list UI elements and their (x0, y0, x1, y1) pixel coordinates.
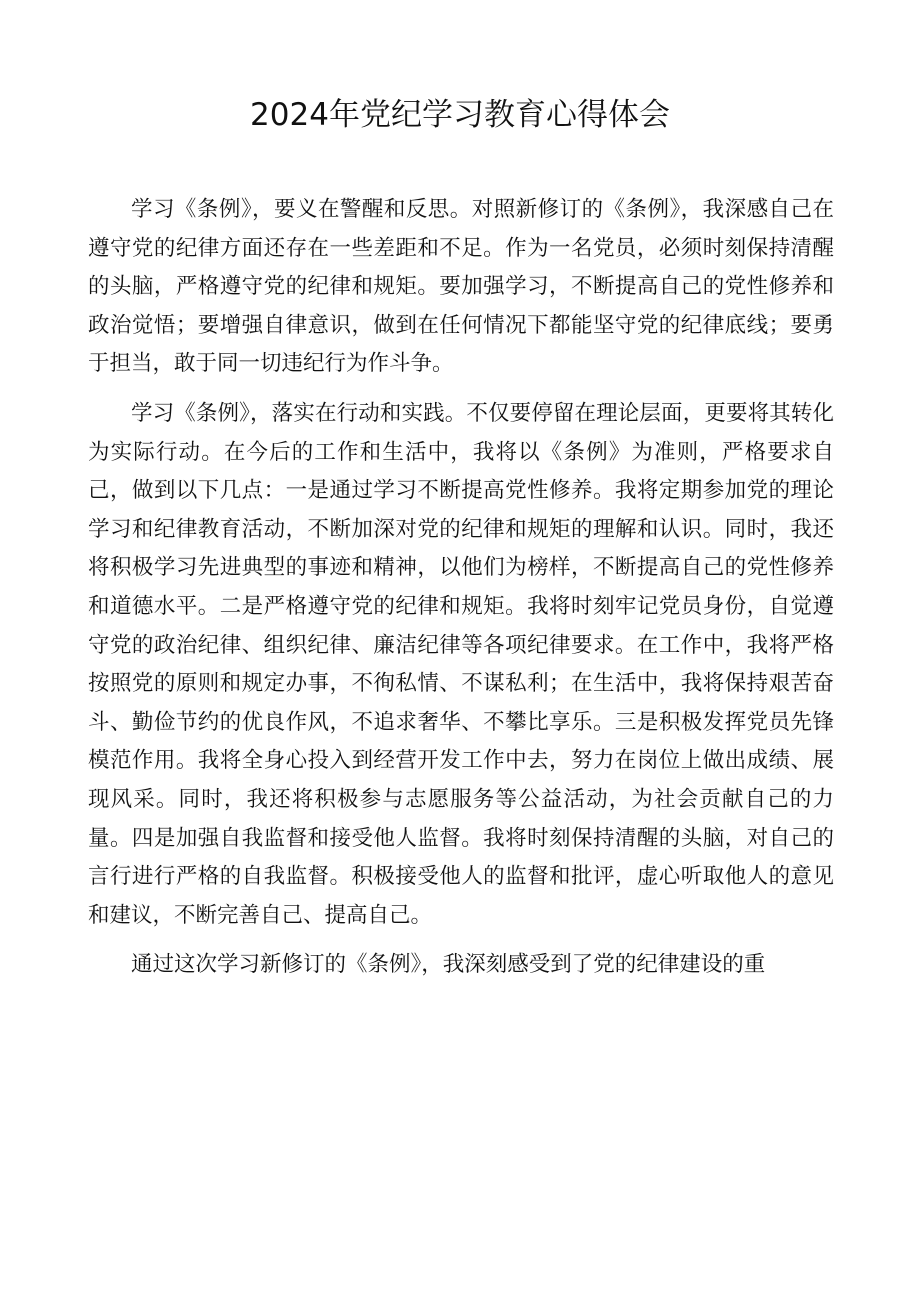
paragraph-2: 学习《条例》，落实在行动和实践。不仅要停留在理论层面，更要将其转化为实际行动。在今后的工作和生活中，我将以《条例》为准则，严格要求自己，做到以下几点：一是通过学习不断提高党性修养。我将定期参加党的理论学习和纪律教育活动，不断加深对党的纪律和规矩的理解和认识。同时，我还将积极学习先进典型的事迹和精神，以他们为榜样，不断提高自己的党性修养和道德水平。二是严格遵守党的纪律和规矩。我将时刻牢记党员身份，自觉遵守党的政治纪律、组织纪律、廉洁纪律等各项纪律要求。在工作中，我将严格按照党的原则和规定办事，不徇私情、不谋私利；在生活中，我将保持艰苦奋斗、勤俭节约的优良作风，不追求奢华、不攀比享乐。三是积极发挥党员先锋模范作用。我将全身心投入到经营开发工作中去，努力在岗位上做出成绩、展现风采。同时，我还将积极参与志愿服务等公益活动，为社会贡献自己的力量。四是加强自我监督和接受他人监督。我将时刻保持清醒的头脑，对自己的言行进行严格的自我监督。积极接受他人的监督和批评，虚心听取他人的意见和建议，不断完善自己、提高自己。 (88, 400, 834, 928)
document-body (88, 191, 834, 996)
document-title: 2024年党纪学习教育心得体会 (250, 97, 670, 133)
paragraph-3: 通过这次学习新修订的《条例》，我深刻感受到了党的纪律建设的重 (131, 952, 766, 978)
paragraph-1: 学习《条例》，要义在警醒和反思。对照新修订的《条例》，我深感自己在遵守党的纪律方面还存在一些差距和不足。作为一名党员，必须时刻保持清醒的头脑，严格遵守党的纪律和规矩。要加强学习，不断提高自己的党性修养和政治觉悟；要增强自律意识，做到在任何情况下都能坚守党的纪律底线；要勇于担当，敢于同一切违纪行为作斗争。 (88, 197, 834, 377)
